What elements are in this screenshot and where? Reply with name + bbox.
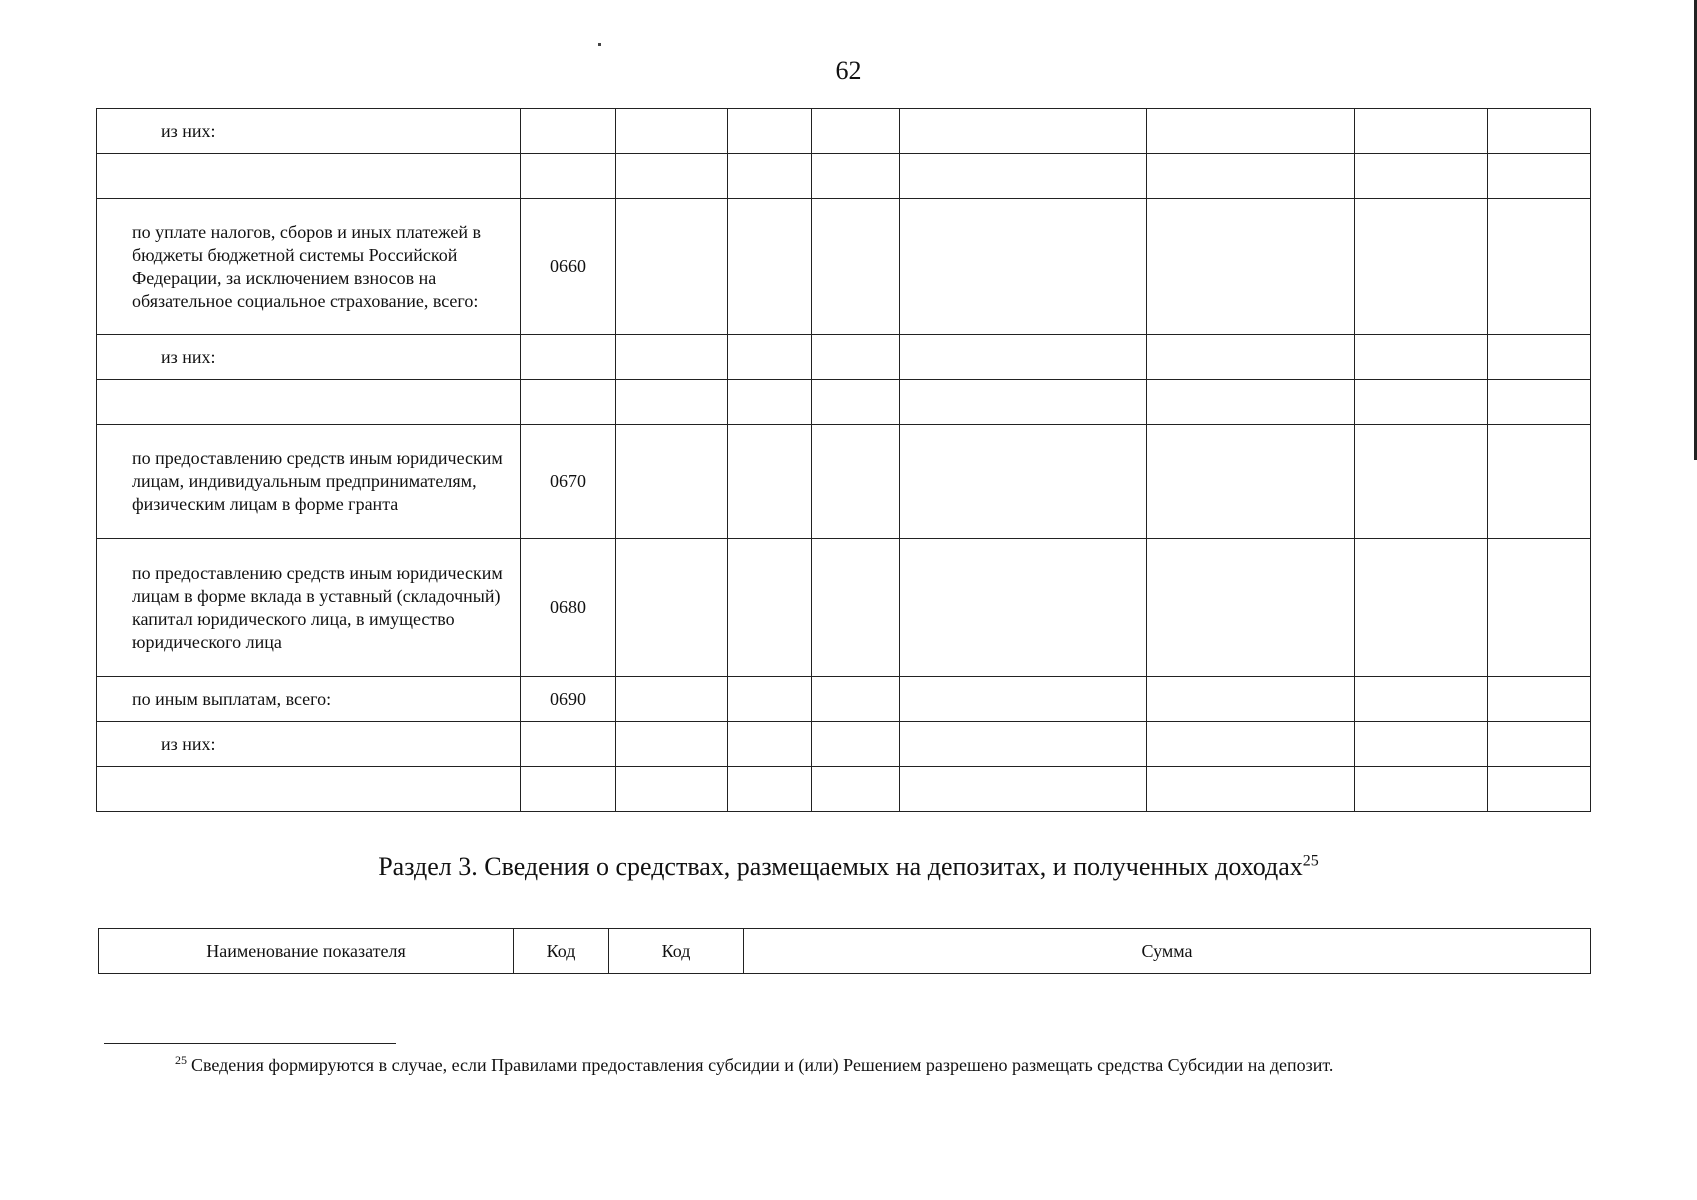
value-cell: [812, 677, 900, 722]
value-cell: [812, 109, 900, 154]
payments-table-body: [97, 109, 1591, 812]
value-cell: [1488, 767, 1591, 812]
row-label: по уплате налогов, сборов и иных платежей в бюджеты бюджетной системы Российской Федерации, за исключением взносов на обязательное социальное страхование, всего:: [97, 199, 521, 335]
footnote: [175, 1055, 1333, 1076]
table-row: [97, 335, 1591, 380]
value-cell: [812, 539, 900, 677]
value-cell: [1355, 722, 1488, 767]
value-cell: [1147, 677, 1355, 722]
row-label: [97, 767, 521, 812]
row-label: [97, 154, 521, 199]
header-code: Код: [514, 929, 609, 974]
value-cell: [812, 154, 900, 199]
scan-speck: [598, 43, 601, 46]
value-cell: [1355, 539, 1488, 677]
value-cell: [900, 109, 1147, 154]
value-cell: [1488, 380, 1591, 425]
row-code: [521, 154, 616, 199]
row-label: из них:: [97, 109, 521, 154]
value-cell: [1147, 154, 1355, 199]
table-row: [97, 767, 1591, 812]
value-cell: [728, 380, 812, 425]
value-cell: [1488, 425, 1591, 539]
table-row: [97, 677, 1591, 722]
value-cell: [812, 335, 900, 380]
value-cell: [812, 767, 900, 812]
value-cell: [1147, 335, 1355, 380]
footnote-ref: 25: [1302, 852, 1319, 870]
value-cell: [1355, 154, 1488, 199]
deposits-table: [98, 928, 1591, 974]
table-row: [97, 154, 1591, 199]
value-cell: [1147, 425, 1355, 539]
footnote-text: Сведения формируются в случае, если Правилами предоставления субсидии и (или) Решением разрешено размещать средства Субсидии на депозит.: [191, 1055, 1334, 1075]
header-code: Код: [609, 929, 744, 974]
row-code: [521, 109, 616, 154]
row-code: [521, 767, 616, 812]
value-cell: [812, 199, 900, 335]
row-code: 0670: [521, 425, 616, 539]
header-indicator-name: Наименование показателя: [99, 929, 514, 974]
footnote-number: 25: [175, 1053, 187, 1067]
header-amount: Сумма: [744, 929, 1591, 974]
value-cell: [728, 109, 812, 154]
row-label: по иным выплатам, всего:: [97, 677, 521, 722]
value-cell: [812, 722, 900, 767]
value-cell: [1488, 154, 1591, 199]
value-cell: [1488, 722, 1591, 767]
value-cell: [728, 767, 812, 812]
value-cell: [1355, 199, 1488, 335]
value-cell: [900, 722, 1147, 767]
row-code: [521, 722, 616, 767]
row-label: по предоставлению средств иным юридическим лицам в форме вклада в уставный (складочный) капитал юридического лица, в имущество юридического лица: [97, 539, 521, 677]
value-cell: [1147, 380, 1355, 425]
value-cell: [728, 335, 812, 380]
row-code: 0690: [521, 677, 616, 722]
value-cell: [1355, 677, 1488, 722]
value-cell: [1147, 199, 1355, 335]
table-row: [97, 109, 1591, 154]
payments-table: [96, 108, 1591, 812]
row-code: 0680: [521, 539, 616, 677]
value-cell: [900, 425, 1147, 539]
value-cell: [900, 335, 1147, 380]
value-cell: [812, 380, 900, 425]
value-cell: [900, 154, 1147, 199]
row-label: по предоставлению средств иным юридическим лицам, индивидуальным предпринимателям, физическим лицам в форме гранта: [97, 425, 521, 539]
value-cell: [900, 677, 1147, 722]
value-cell: [1488, 109, 1591, 154]
value-cell: [812, 425, 900, 539]
table-row: [97, 425, 1591, 539]
value-cell: [1355, 109, 1488, 154]
value-cell: [1488, 677, 1591, 722]
row-code: 0660: [521, 199, 616, 335]
value-cell: [1147, 109, 1355, 154]
section-title-text: Раздел 3. Сведения о средствах, размещаемых на депозитах, и полученных доходах: [378, 852, 1303, 881]
value-cell: [728, 425, 812, 539]
value-cell: [728, 677, 812, 722]
value-cell: [616, 722, 728, 767]
table-row: [97, 380, 1591, 425]
value-cell: [728, 722, 812, 767]
value-cell: [616, 767, 728, 812]
value-cell: [900, 539, 1147, 677]
value-cell: [900, 380, 1147, 425]
value-cell: [728, 539, 812, 677]
table-row: [97, 722, 1591, 767]
value-cell: [1488, 335, 1591, 380]
value-cell: [1488, 539, 1591, 677]
value-cell: [900, 199, 1147, 335]
footnote-divider: [104, 1043, 396, 1044]
value-cell: [1355, 380, 1488, 425]
value-cell: [616, 335, 728, 380]
value-cell: [728, 154, 812, 199]
page-number: 62: [835, 56, 862, 85]
value-cell: [728, 199, 812, 335]
value-cell: [616, 677, 728, 722]
value-cell: [616, 425, 728, 539]
value-cell: [1147, 539, 1355, 677]
row-code: [521, 335, 616, 380]
table-row: [97, 199, 1591, 335]
value-cell: [616, 380, 728, 425]
value-cell: [900, 767, 1147, 812]
table-row: [97, 539, 1591, 677]
row-code: [521, 380, 616, 425]
value-cell: [1355, 335, 1488, 380]
row-label: из них:: [97, 335, 521, 380]
row-label: [97, 380, 521, 425]
value-cell: [1488, 199, 1591, 335]
value-cell: [616, 199, 728, 335]
value-cell: [616, 539, 728, 677]
value-cell: [1355, 767, 1488, 812]
value-cell: [1355, 425, 1488, 539]
value-cell: [616, 109, 728, 154]
value-cell: [616, 154, 728, 199]
table-header-row: [99, 929, 1591, 974]
value-cell: [1147, 767, 1355, 812]
section-title: [0, 852, 1697, 882]
value-cell: [1147, 722, 1355, 767]
row-label: из них:: [97, 722, 521, 767]
